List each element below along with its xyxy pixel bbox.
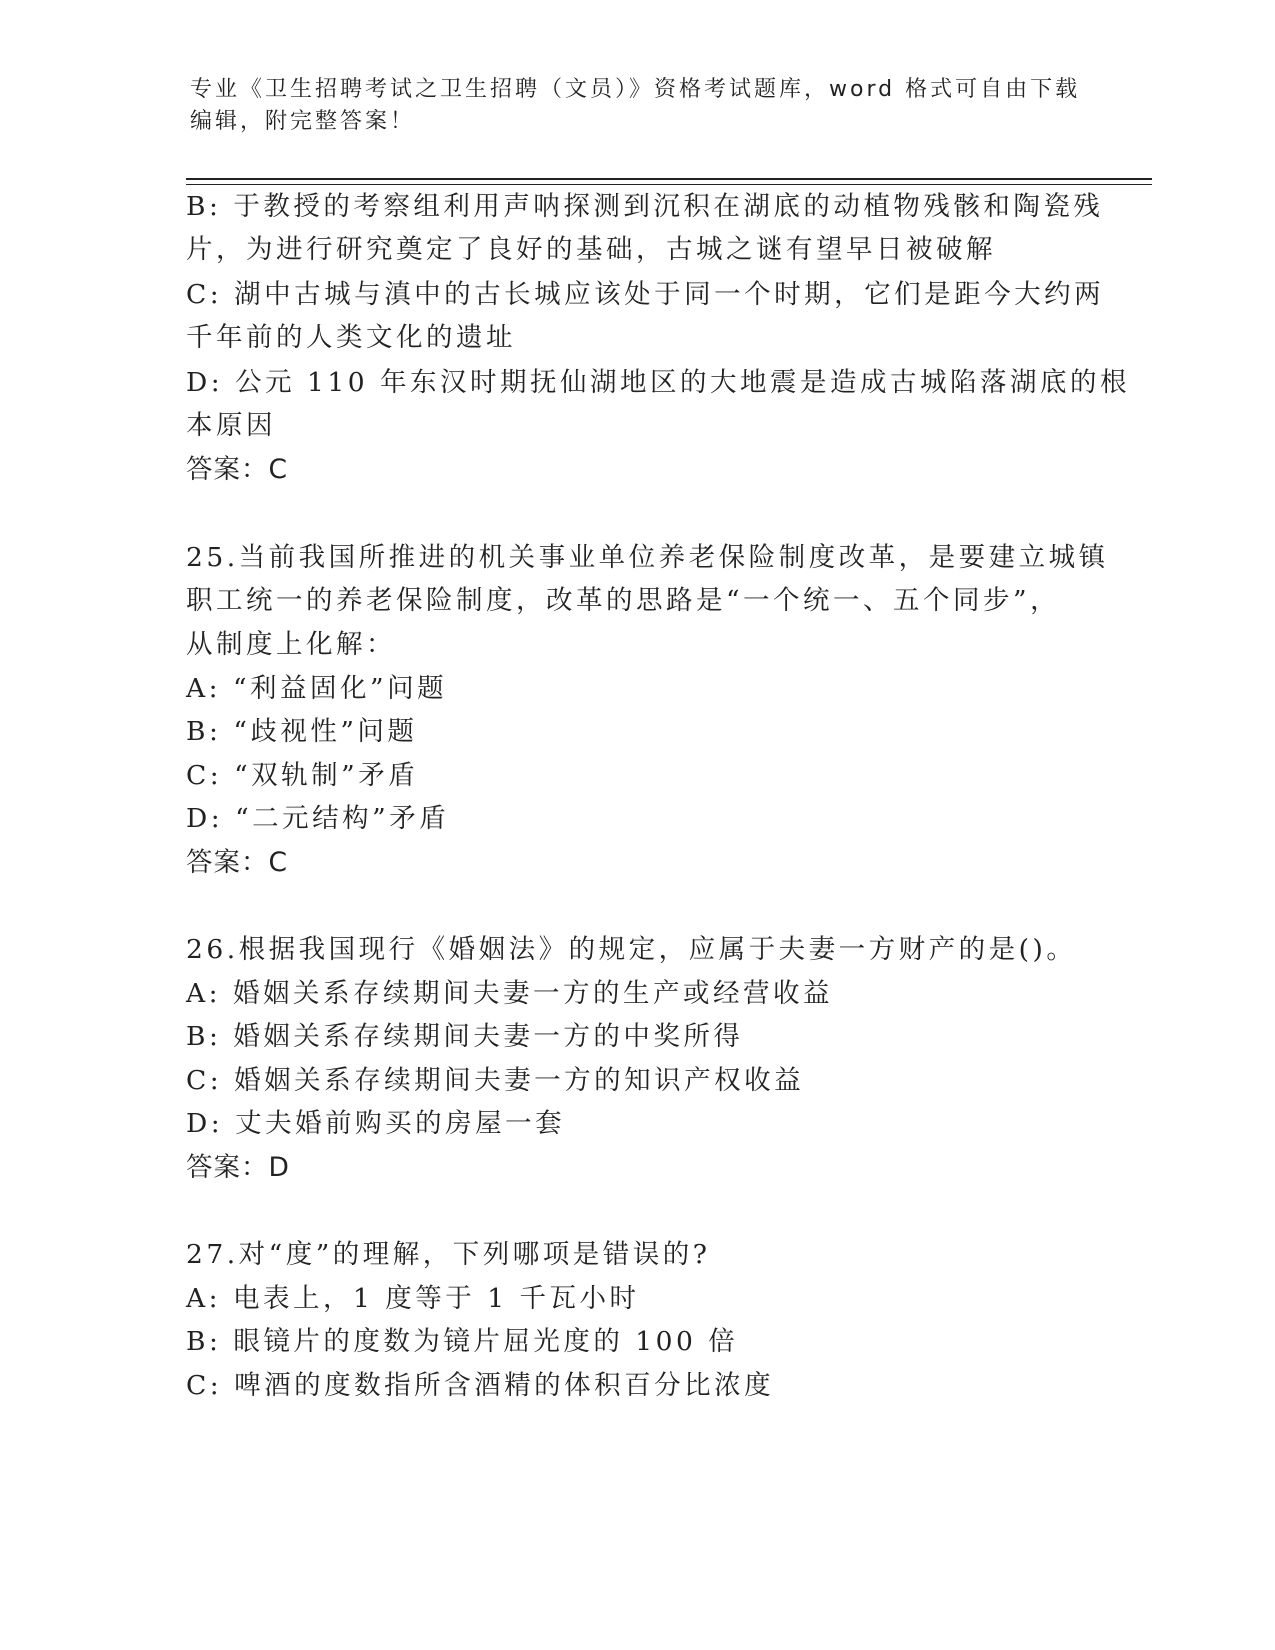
q26-answer: 答案：D [186, 1152, 290, 1183]
q24-option-c-line-2: 千年前的人类文化的遗址 [186, 322, 516, 353]
q24-option-c-line-1: C: 湖中古城与滇中的古长城应该处于同一个时期，它们是距今大约两 [186, 279, 1105, 310]
q26-option-d: D: 丈夫婚前购买的房屋一套 [186, 1108, 566, 1139]
header-line-2: 编辑，附完整答案！ [190, 109, 416, 134]
q25-stem-line-2: 职工统一的养老保险制度，改革的思路是“一个统一、五个同步”， [186, 585, 1061, 616]
q25-stem-line-3: 从制度上化解： [186, 629, 396, 660]
header-divider-thick [186, 178, 1152, 180]
q26-option-a: A: 婚姻关系存续期间夫妻一方的生产或经营收益 [186, 978, 833, 1009]
q25-answer: 答案：C [186, 847, 289, 878]
q25-option-c: C: “双轨制”矛盾 [186, 760, 419, 791]
q24-option-d-line-2: 本原因 [186, 410, 276, 441]
q27-option-b: B: 眼镜片的度数为镜片屈光度的 100 倍 [186, 1326, 739, 1357]
q25-option-b: B: “歧视性”问题 [186, 716, 418, 747]
header-divider-thin [186, 184, 1152, 185]
q24-answer: 答案：C [186, 454, 289, 485]
q24-option-d-line-1: D: 公元 110 年东汉时期抚仙湖地区的大地震是造成古城陷落湖底的根 [186, 367, 1131, 398]
header-line-1: 专业《卫生招聘考试之卫生招聘（文员）》资格考试题库，word 格式可自由下载 [190, 77, 1081, 102]
q26-stem: 26.根据我国现行《婚姻法》的规定，应属于夫妻一方财产的是()。 [186, 934, 1077, 965]
q27-stem: 27.对“度”的理解，下列哪项是错误的? [186, 1239, 711, 1270]
q25-stem-line-1: 25.当前我国所推进的机关事业单位养老保险制度改革，是要建立城镇 [186, 542, 1109, 573]
q26-option-c: C: 婚姻关系存续期间夫妻一方的知识产权收益 [186, 1065, 805, 1096]
q24-option-b-line-2: 片，为进行研究奠定了良好的基础，古城之谜有望早日被破解 [186, 234, 996, 265]
q27-option-c: C: 啤酒的度数指所含酒精的体积百分比浓度 [186, 1370, 775, 1401]
q25-option-a: A: “利益固化”问题 [186, 673, 448, 704]
q27-option-a: A: 电表上，1 度等于 1 千瓦小时 [186, 1283, 640, 1314]
document-header [190, 74, 1090, 138]
q26-option-b: B: 婚姻关系存续期间夫妻一方的中奖所得 [186, 1021, 744, 1052]
q25-option-d: D: “二元结构”矛盾 [186, 803, 450, 834]
q24-option-b-line-1: B: 于教授的考察组利用声呐探测到沉积在湖底的动植物残骸和陶瓷残 [186, 191, 1104, 222]
